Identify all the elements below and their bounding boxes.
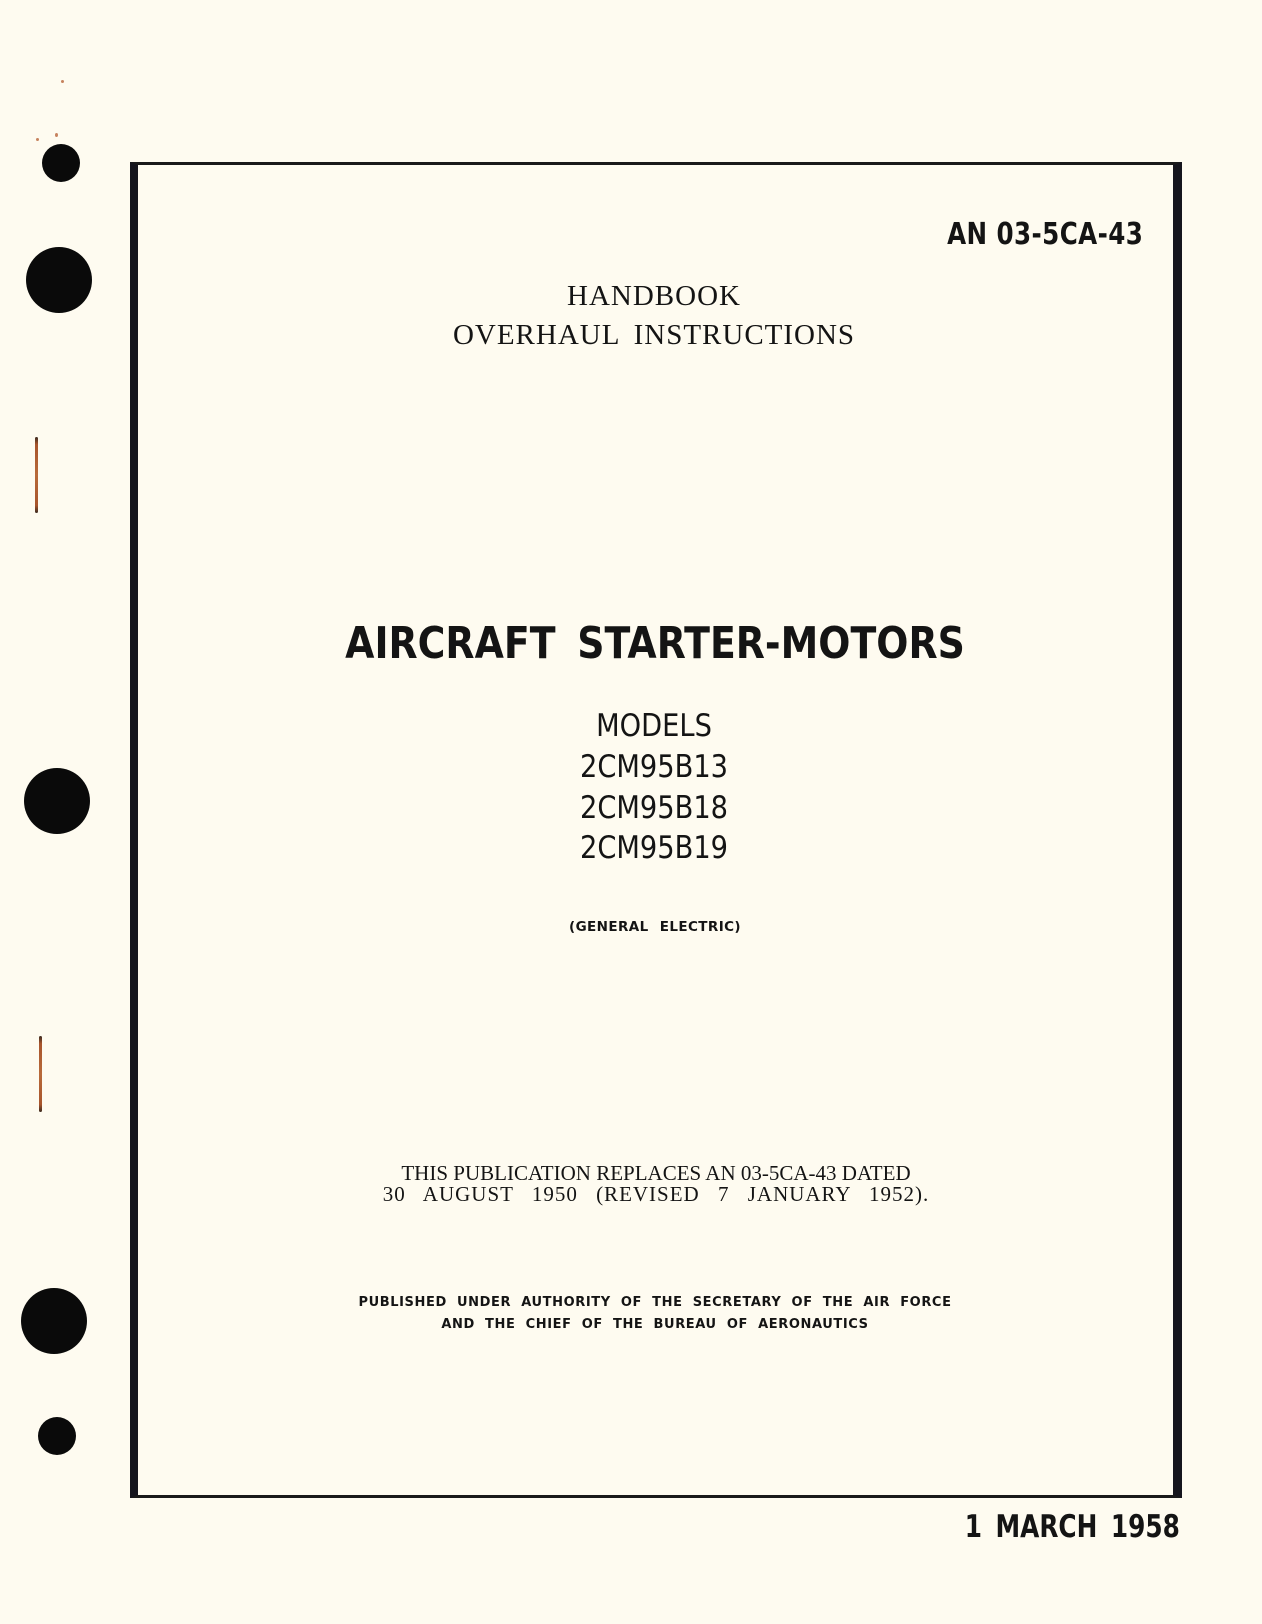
manufacturer-label: (GENERAL ELECTRIC) [569, 919, 741, 935]
document-number: AN 03-5CA-43 [946, 217, 1143, 252]
rust-speck [55, 133, 58, 137]
models-label: MODELS [596, 708, 712, 744]
rust-speck [61, 80, 64, 83]
model-number: 2CM95B13 [579, 749, 729, 785]
document-subtitle: OVERHAUL INSTRUCTIONS [452, 319, 856, 351]
publication-date: 1 MARCH 1958 [964, 1509, 1180, 1545]
authority-statement-line: PUBLISHED UNDER AUTHORITY OF THE SECRETARY OF THE AIR FORCE [358, 1295, 952, 1310]
punch-hole-icon [38, 1417, 76, 1455]
model-number: 2CM95B19 [579, 830, 729, 866]
staple-mark-icon [39, 1036, 42, 1112]
staple-mark-icon [35, 437, 38, 513]
supersession-notice-line: THIS PUBLICATION REPLACES AN 03-5CA-43 DATED [401, 1161, 911, 1185]
supersession-notice-line: 30 AUGUST 1950 (REVISED 7 JANUARY 1952). [382, 1182, 930, 1206]
page-title: AIRCRAFT STARTER-MOTORS [345, 618, 965, 669]
punch-hole-icon [42, 144, 80, 182]
rust-speck [36, 138, 39, 141]
authority-statement-line: AND THE CHIEF OF THE BUREAU OF AERONAUTICS [441, 1317, 869, 1332]
model-number: 2CM95B18 [579, 790, 729, 826]
handbook-label: HANDBOOK [567, 280, 741, 312]
